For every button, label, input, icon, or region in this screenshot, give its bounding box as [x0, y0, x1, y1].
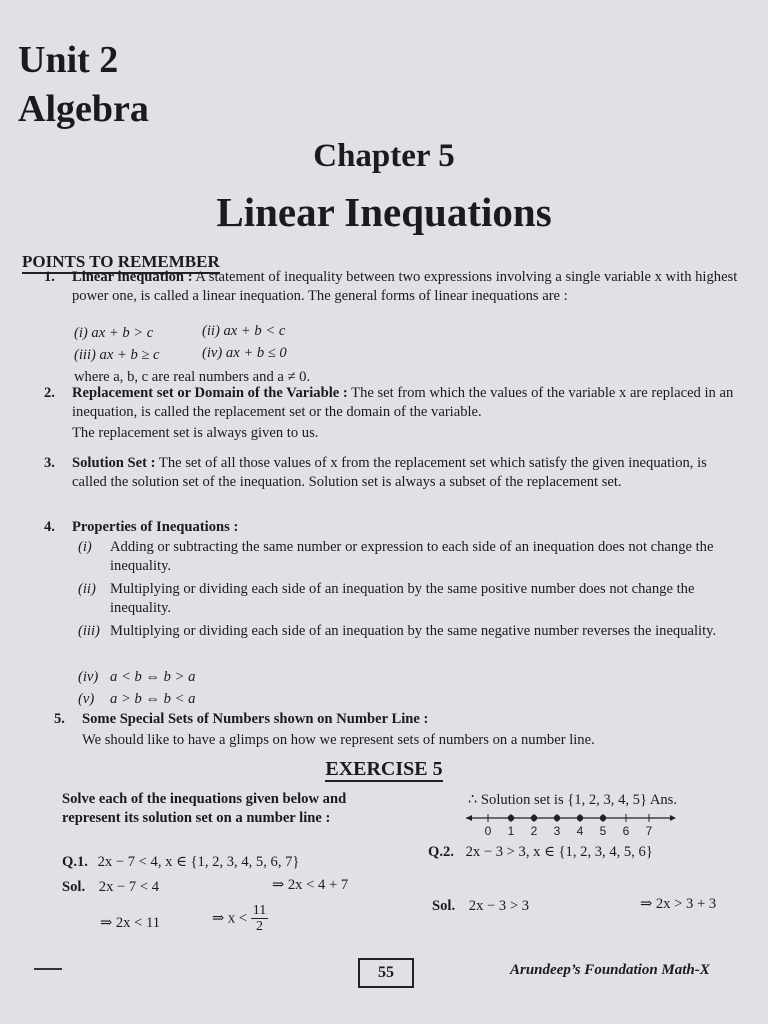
solution-1-answer: ∴ Solution set is {1, 2, 3, 4, 5} Ans. — [468, 792, 677, 808]
solution-step: 2x − 7 < 4 — [98, 879, 160, 895]
subject-label: Algebra — [18, 88, 149, 130]
property-2 — [78, 580, 740, 618]
points-heading: POINTS TO REMEMBER — [22, 252, 220, 274]
roman-numeral: (v) — [78, 691, 95, 707]
question-1 — [62, 853, 299, 871]
solution-1-step-2: ⇒ 2x < 4 + 7 — [272, 877, 349, 893]
point-1-where: where a, b, c are real numbers and a ≠ 0. — [74, 369, 311, 385]
exercise-instruction: Solve each of the inequations given below and represent its solution set on a number line : — [62, 791, 347, 826]
point-number: 2. — [44, 385, 55, 401]
unit-label: Unit 2 — [18, 39, 119, 81]
point-text: The set of all those values of x from the replacement set which satisfy the given inequation, is called the solution set of the inequation. Solution set is always a subset of the replacement set. — [72, 455, 707, 490]
number-line-label: 2 — [530, 824, 538, 838]
point-term: Replacement set or Domain of the Variable : — [72, 385, 348, 401]
solution-label: Sol. — [432, 898, 456, 914]
question-text: 2x − 3 > 3, x ∈ {1, 2, 3, 4, 5, 6} — [465, 844, 653, 860]
solution-step: 2x − 3 > 3 — [468, 898, 530, 914]
form-1: (i) ax + b > c — [74, 325, 154, 341]
point-term: Some Special Sets of Numbers shown on Number Line : — [82, 711, 429, 727]
property-text: a < b ⇔ b > a — [110, 669, 196, 685]
property-text: a > b ⇔ b < a — [110, 691, 196, 707]
exercise-heading — [0, 758, 768, 781]
point-term: Solution Set : — [72, 455, 156, 471]
roman-numeral: (ii) — [78, 581, 96, 597]
form-4: (iv) ax + b ≤ 0 — [202, 345, 287, 361]
form-3: (iii) ax + b ≥ c — [74, 347, 160, 363]
question-label: Q.1. — [62, 854, 88, 870]
number-line — [462, 810, 682, 838]
number-line-point — [531, 815, 537, 821]
property-3 — [78, 622, 740, 641]
number-line-arrow-left — [466, 815, 472, 821]
point-text: A statement of inequality between two expressions involving a single variable x with highest power one, is called a linear inequation. The general forms of linear inequations are : — [72, 269, 738, 304]
number-line-label: 4 — [576, 824, 584, 838]
number-line-point — [508, 815, 514, 821]
fraction-numerator: 11 — [252, 903, 267, 918]
page-number: 55 — [358, 958, 414, 988]
chapter-label: Chapter 5 — [313, 138, 455, 174]
fraction-denominator: 2 — [255, 919, 263, 934]
point-number: 5. — [54, 711, 65, 727]
roman-numeral: (iv) — [78, 669, 99, 685]
number-line-point — [577, 815, 583, 821]
roman-numeral: (iii) — [78, 623, 100, 639]
property-text: Multiplying or dividing each side of an inequation by the same negative number reverses the inequality. — [110, 623, 717, 639]
point-number: 1. — [44, 269, 55, 285]
point-text-2: The replacement set is always given to us. — [72, 425, 319, 441]
number-line-label: 1 — [507, 824, 515, 838]
publisher-brand: Arundeep’s Foundation Math-X — [510, 962, 710, 978]
property-text: Multiplying or dividing each side of an inequation by the same positive number does not change the inequality. — [110, 581, 695, 616]
solution-2-line-1 — [432, 898, 529, 915]
exercise-heading-text: EXERCISE 5 — [325, 758, 443, 780]
point-text: The set from which the values of the variable x are replaced in an inequation, is called the replacement set or the domain of the variable. — [72, 385, 734, 420]
chapter-title: Linear Inequations — [216, 189, 552, 235]
number-line-label: 3 — [553, 824, 561, 838]
number-line-arrow-right — [670, 815, 676, 821]
footer-rule — [34, 968, 62, 970]
fraction — [251, 903, 268, 934]
question-text: 2x − 7 < 4, x ∈ {1, 2, 3, 4, 5, 6, 7} — [97, 854, 300, 870]
point-number: 3. — [44, 455, 55, 471]
number-line-point — [554, 815, 560, 821]
point-3 — [44, 454, 744, 492]
solution-1-step-3: ⇒ 2x < 11 — [100, 915, 161, 931]
point-2 — [44, 384, 744, 443]
form-2: (ii) ax + b < c — [202, 323, 286, 339]
point-text: We should like to have a glimps on how we represent sets of numbers on a number line. — [82, 732, 595, 748]
solution-1-step-4 — [212, 903, 268, 934]
property-5 — [78, 690, 378, 709]
solution-2-step-2: ⇒ 2x > 3 + 3 — [640, 896, 717, 912]
number-line-point — [600, 815, 606, 821]
roman-numeral: (i) — [78, 539, 92, 555]
number-line-label: 5 — [599, 824, 607, 838]
property-1 — [78, 538, 740, 576]
property-4 — [78, 668, 378, 687]
solution-step-text: ⇒ x < — [212, 910, 248, 927]
point-term: Properties of Inequations : — [72, 519, 239, 535]
question-label: Q.2. — [428, 844, 454, 860]
number-line-label: 7 — [645, 824, 653, 838]
solution-label: Sol. — [62, 879, 86, 895]
number-line-label: 6 — [622, 824, 630, 838]
point-5 — [54, 710, 754, 750]
question-2 — [428, 843, 653, 861]
solution-1-line-1 — [62, 879, 159, 896]
point-term: Linear inequation : — [72, 269, 193, 285]
point-number: 4. — [44, 519, 55, 535]
property-text: Adding or subtracting the same number or expression to each side of an inequation does not change the inequality. — [110, 539, 714, 574]
point-4 — [44, 518, 744, 537]
point-1 — [44, 268, 744, 306]
number-line-label: 0 — [484, 824, 492, 838]
